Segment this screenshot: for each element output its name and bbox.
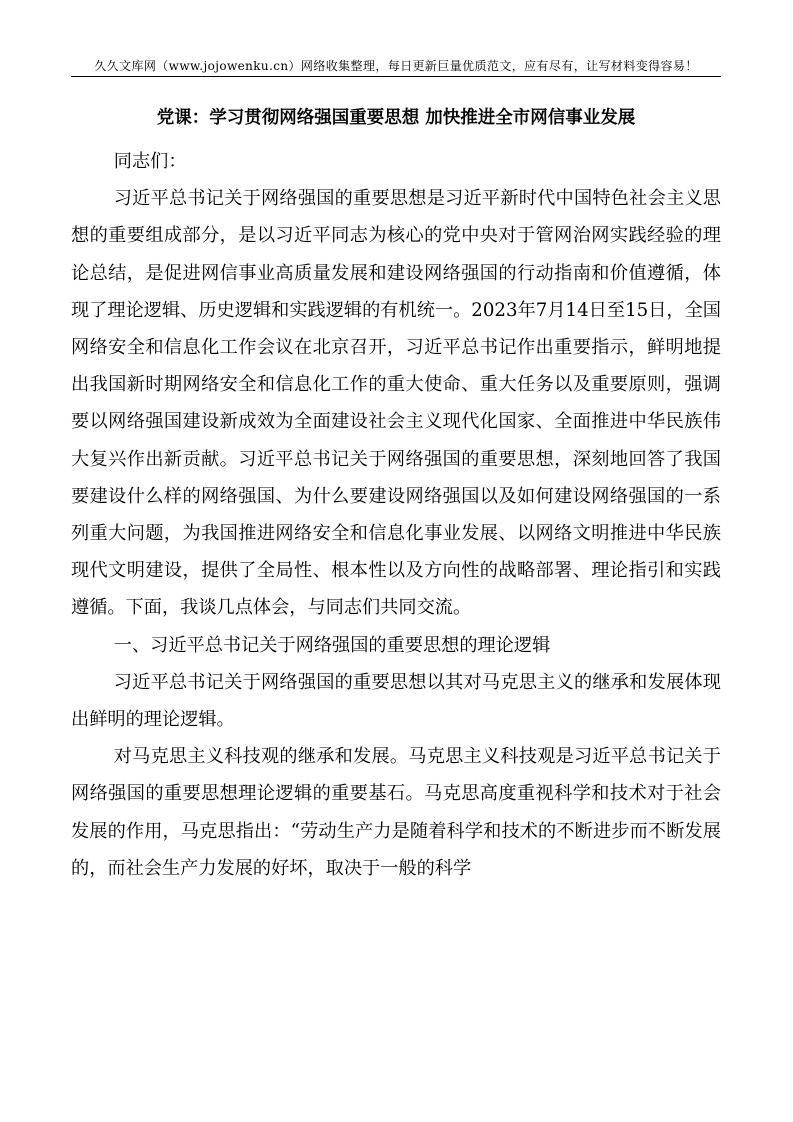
section-heading: 一、习近平总书记关于网络强国的重要思想的理论逻辑 (113, 634, 551, 656)
paragraph-marxist-tech: 对马克思主义科技观的继承和发展。马克思主义科技观是习近平总书记关于网络强国的重要思想理论逻辑的重要基石。马克思高度重视科学和技术对于社会发展的作用，马克思指出：“劳动生产力是随着科学和技术的不断进步而不断发展的，而社会生产力发展的好坏，取决于一般的科学 (71, 746, 721, 879)
document-title: 党课：学习贯彻网络强国重要思想 加快推进全市网信事业发展 (156, 108, 636, 128)
document-body (71, 143, 721, 887)
greeting: 同志们： (113, 151, 187, 172)
header-divider (71, 76, 721, 77)
page-header: 久久文库网（www.jojowenku.cn）网络收集整理，每日更新巨量优质范文，应有尽有，让写材料变得容易！ (94, 59, 698, 73)
paragraph-section-summary: 习近平总书记关于网络强国的重要思想以其对马克思主义的继承和发展体现出鲜明的理论逻辑。 (71, 671, 721, 731)
paragraph-intro: 习近平总书记关于网络强国的重要思想是习近平新时代中国特色社会主义思想的重要组成部分，是以习近平同志为核心的党中央对于管网治网实践经验的理论总结，是促进网信事业高质量发展和建设网络强国的行动指南和价值遵循，体现了理论逻辑、历史逻辑和实践逻辑的有机统一。2023年7月14日至15日，全国网络安全和信息化工作会议在北京召开，习近平总书记作出重要指示，鲜明地提出我国新时期网络安全和信息化工作的重大使命、重大任务以及重要原则，强调要以网络强国建设新成效为全面建设社会主义现代化国家、全面推进中华民族伟大复兴作出新贡献。习近平总书记关于网络强国的重要思想，深刻地回答了我国要建设什么样的网络强国、为什么要建设网络强国以及如何建设网络强国的一系列重大问题，为我国推进网络安全和信息化事业发展、以网络文明推进中华民族现代文明建设，提供了全局性、根本性以及方向性的战略部署、理论指引和实践遵循。下面，我谈几点体会，与同志们共同交流。 (71, 188, 721, 619)
